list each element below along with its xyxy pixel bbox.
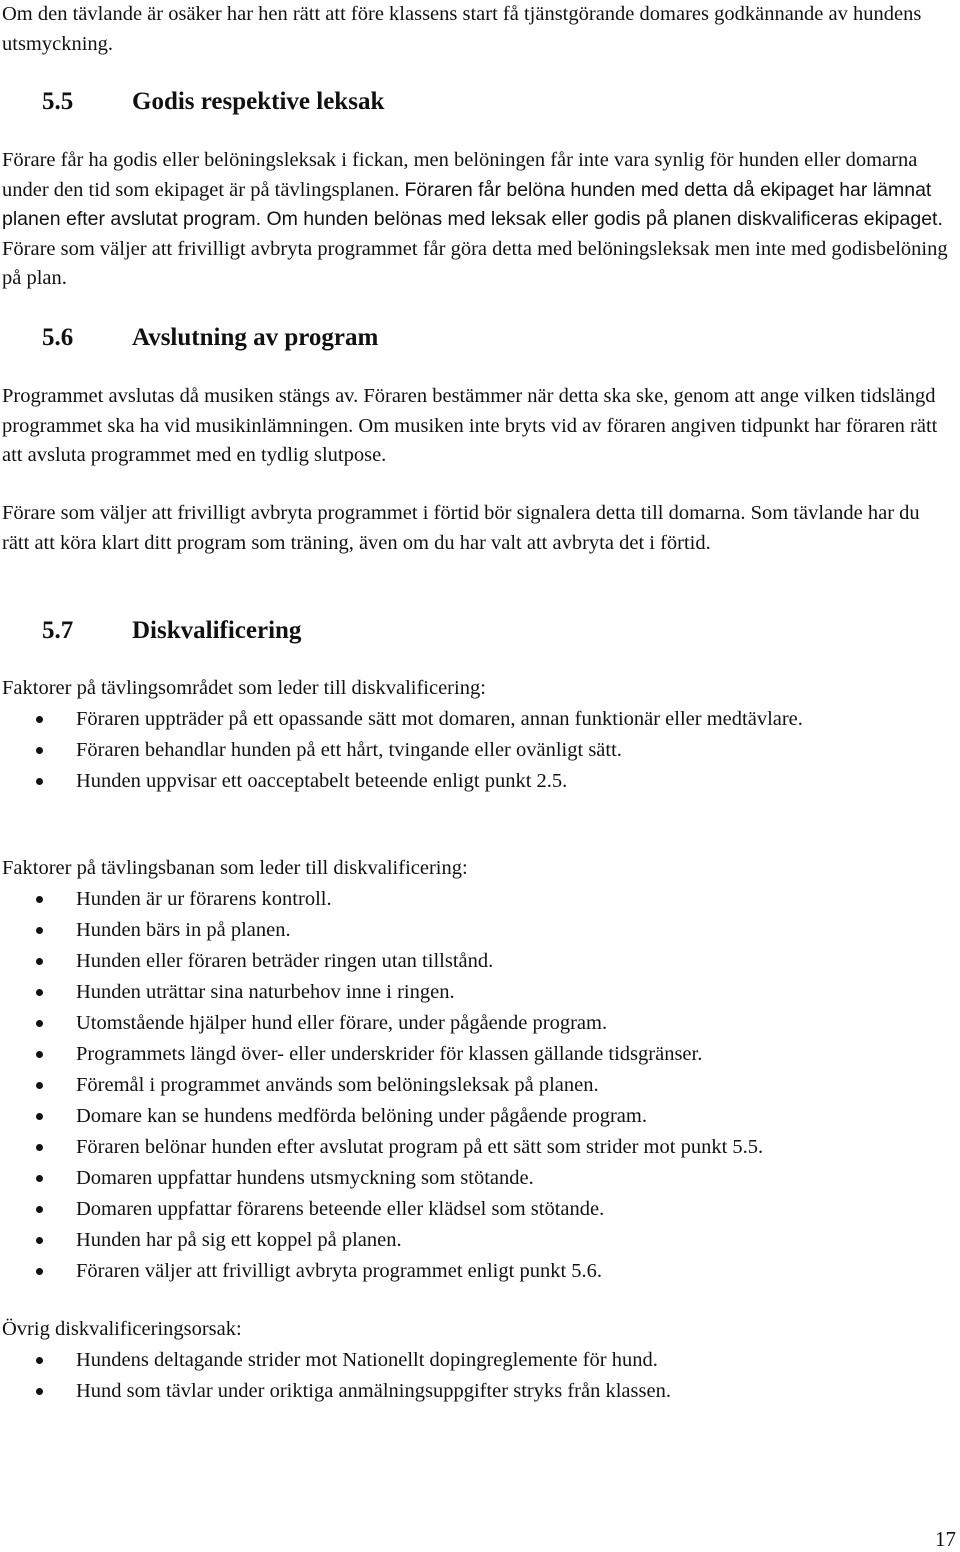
list-item	[2, 946, 952, 977]
list-item-text: Hunden har på sig ett koppel på planen.	[76, 1228, 402, 1251]
bullet-icon	[36, 716, 43, 723]
bullet-icon	[36, 958, 43, 965]
list-item	[2, 766, 952, 797]
bullet-icon	[36, 1082, 43, 1089]
list-item-text: Föraren behandlar hunden på ett hårt, tvingande eller ovänligt sätt.	[76, 738, 622, 761]
group-label: Faktorer på tävlingsområdet som leder till diskvalificering:	[2, 677, 486, 699]
section-5-5-paragraph	[2, 146, 952, 294]
bullet-icon	[36, 1144, 43, 1151]
list-item-text: Hunden bärs in på planen.	[76, 918, 291, 941]
bullet-icon	[36, 1206, 43, 1213]
list-item-text: Hunden är ur förarens kontroll.	[76, 887, 332, 910]
intro-paragraph	[2, 0, 952, 59]
list-item-text: Hunden uppvisar ett oacceptabelt beteende enligt punkt 2.5.	[76, 769, 568, 792]
list-item	[2, 1163, 952, 1194]
list-item-text: Domare kan se hundens medförda belöning under pågående program.	[76, 1104, 647, 1127]
list-item-text: Föremål i programmet används som belöningsleksak på planen.	[76, 1073, 599, 1096]
bullet-icon	[36, 989, 43, 996]
list-item-text: Hundens deltagande strider mot Nationellt dopingreglemente för hund.	[76, 1348, 658, 1371]
list-item	[2, 1132, 952, 1163]
bullet-icon	[36, 1113, 43, 1120]
section-title: Godis respektive leksak	[132, 88, 385, 115]
disq-group-2	[2, 854, 952, 1287]
bullet-icon	[36, 1237, 43, 1244]
list-item	[2, 1376, 952, 1407]
section-5-6-para2	[2, 499, 952, 558]
list-item-text: Utomstående hjälper hund eller förare, under pågående program.	[76, 1011, 608, 1034]
list-item-text: Hunden eller föraren beträder ringen utan tillstånd.	[76, 949, 494, 972]
bullet-icon	[36, 927, 43, 934]
list-item-text: Föraren väljer att frivilligt avbryta programmet enligt punkt 5.6.	[76, 1259, 603, 1282]
serif-run: Förare får ha godis eller belöningsleksak i fickan, men belöningen får inte vara synlig för hunden eller domarna under den tid som ekipaget är på tävlingsplanen.	[2, 149, 918, 201]
list-item-text: Föraren belönar hunden efter avslutat program på ett sätt som strider mot punkt 5.5.	[76, 1135, 764, 1158]
section-number: 5.7	[42, 617, 74, 644]
list-item	[2, 1194, 952, 1225]
list-item	[2, 915, 952, 946]
bullet-icon	[36, 1357, 43, 1364]
paragraph: Förare som väljer att frivilligt avbryta programmet i förtid bör signalera detta till domarna. Som tävlande har du rätt att köra klart ditt program som träning, även om du har valt att avbryta det i förtid.	[2, 502, 920, 554]
bullet-icon	[36, 747, 43, 754]
list-item	[2, 1345, 952, 1376]
section-title: Avslutning av program	[132, 324, 379, 351]
bullet-icon	[36, 1020, 43, 1027]
intro-text: Om den tävlande är osäker har hen rätt att före klassens start få tjänstgörande domares godkännande av hundens utsmyckning.	[2, 3, 922, 55]
list-item-text: Hund som tävlar under oriktiga anmälningsuppgifter stryks från klassen.	[76, 1379, 671, 1402]
group-label: Övrig diskvalificeringsorsak:	[2, 1318, 242, 1340]
section-number: 5.6	[42, 324, 74, 351]
page-number: 17	[935, 1527, 956, 1551]
list-item-text: Domaren uppfattar hundens utsmyckning som stötande.	[76, 1166, 534, 1189]
list-item	[2, 1256, 952, 1287]
disq-group-3	[2, 1315, 952, 1407]
bullet-icon	[36, 1175, 43, 1182]
list-item-text: Domaren uppfattar förarens beteende eller klädsel som stötande.	[76, 1197, 605, 1220]
bullet-icon	[36, 1388, 43, 1395]
list-item	[2, 1008, 952, 1039]
list-item	[2, 735, 952, 766]
section-5-6-para1	[2, 382, 952, 471]
list-item	[2, 704, 952, 735]
bullet-icon	[36, 1268, 43, 1275]
section-number: 5.5	[42, 88, 74, 115]
section-title: Diskvalificering	[132, 617, 302, 644]
bullet-icon	[36, 1051, 43, 1058]
list-item	[2, 1101, 952, 1132]
section-5-5-body	[2, 146, 952, 294]
list-item	[2, 1039, 952, 1070]
group-label: Faktorer på tävlingsbanan som leder till diskvalificering:	[2, 857, 468, 879]
bullet-list	[2, 1345, 952, 1407]
paragraph: Programmet avslutas då musiken stängs av. Föraren bestämmer när detta ska ske, genom att ange vilken tidslängd programmet ska ha vid musikinlämningen. Om musiken inte bryts vid av föraren angiven tidpunkt har föraren rätt att avsluta programmet med en tydlig slutpose.	[2, 385, 938, 466]
list-item-text: Hunden uträttar sina naturbehov inne i ringen.	[76, 980, 455, 1003]
bullet-list	[2, 704, 952, 797]
list-item	[2, 1225, 952, 1256]
list-item	[2, 1070, 952, 1101]
list-item-text: Programmets längd över- eller underskrider för klassen gällande tidsgränser.	[76, 1042, 703, 1065]
list-item	[2, 884, 952, 915]
bullet-list	[2, 884, 952, 1287]
list-item	[2, 977, 952, 1008]
bullet-icon	[36, 896, 43, 903]
bullet-icon	[36, 778, 43, 785]
disq-group-1	[2, 674, 952, 797]
serif-run-2: Förare som väljer att frivilligt avbryta programmet får göra detta med belöningsleksak men inte med godisbelöning på plan.	[2, 237, 948, 289]
list-item-text: Föraren uppträder på ett opassande sätt mot domaren, annan funktionär eller medtävlare.	[76, 707, 803, 730]
sans-run: Föraren får belöna hunden med detta då ekipaget har lämnat planen efter avslutat program. Om hunden belönas med leksak eller godis på planen diskvalificeras ekipaget.	[2, 178, 943, 230]
